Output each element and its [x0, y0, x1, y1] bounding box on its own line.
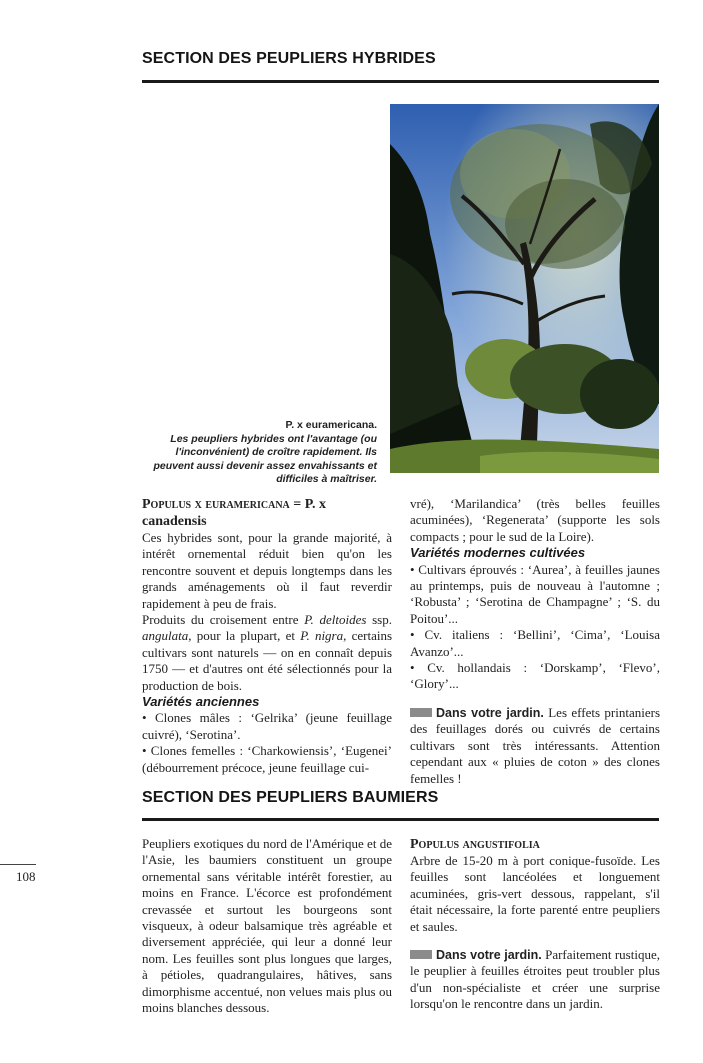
paragraph: Ces hybrides sont, pour la grande majorité, à intérêt ornemental réduit bien qu'on les rencontre souvent et depuis longtemps dans les grands aménagements où il faut reverdir rapidement à peu de frais.: [142, 530, 392, 611]
garden-text: Les effets printaniers des feuillages dorés ou cuivrés de certains cultivars sont très intéressants. Attention cependant aux « pluies de coton » des clones femelles !: [410, 704, 661, 786]
paragraph-baumiers: Peupliers exotiques du nord de l'Amérique et de l'Asie, les baumiers constituent un groupe ornemental sans véritable intérêt forestier, au moins en France. L'écorce est profondément crevassée et surtout les bourgeons sont visqueux, à odeur balsamique très agréable et diversement appréciée, qui leur a donné leur nom. Les feuilles sont plus longues que larges, à pétioles, quadrangulaires, hâtives, sans dimorphisme accentué, non velues mais plus ou moins blanches dessous.: [142, 836, 392, 1016]
list-item: • Cv. hollandais : ‘Dorskamp’, ‘Flevo’, ‘Glory’...: [410, 660, 660, 692]
text-run: , pour la plupart, et: [188, 628, 301, 644]
species-name: Populus x euramericana: [142, 497, 290, 512]
list-item: • Clones mâles : ‘Gelrika’ (jeune feuillage cuivré), ‘Serotina’.: [142, 710, 392, 742]
caption-text: Les peupliers hybrides ont l'avantage (ou l'inconvénient) de croître rapidement. Ils peuvent aussi devenir assez envahissants et difficiles à maîtriser.: [153, 432, 377, 485]
garden-note: [410, 947, 660, 1013]
column-angustifolia: [410, 836, 660, 1013]
garden-lead: Dans votre jardin.: [436, 948, 542, 963]
paragraph-origin: [142, 612, 392, 694]
list-item-continued: vré), ‘Marilandica’ (très belles feuilles acuminées), ‘Regenerata’ (supporte les sols compacts ; pour le sud de la Loire).: [410, 496, 660, 544]
text-run: ssp.: [366, 612, 392, 628]
garden-marker-icon: [410, 708, 432, 717]
list-item: • Clones femelles : ‘Charkowiensis’, ‘Eugenei’ (débourrement précoce, jeune feuillage cui-: [142, 743, 392, 775]
species-synonym-prefix: = P. x: [289, 497, 327, 512]
species-ref: angulata: [142, 628, 189, 644]
species-title-angustifolia: Populus angustifolia: [410, 837, 540, 852]
paragraph-angustifolia: Arbre de 15-20 m à port conique-fusoïde. Les feuilles sont lancéolées et longuement acuminées, gris-vert dessous, rappelant, s'il était nécessaire, la forte parenté entre peupliers et saules.: [410, 853, 660, 934]
subhead-modern-varieties: Variétés modernes cultivées: [410, 545, 586, 561]
tree-photo-icon: [390, 104, 659, 473]
column-euramericana-left: [142, 496, 392, 793]
list-item: • Cv. italiens : ‘Bellini’, ‘Cima’, ‘Louisa Avanzo’...: [410, 627, 660, 659]
text-run: Produits du croisement entre: [142, 612, 305, 628]
caption-species: P. x euramericana.: [285, 419, 377, 431]
garden-marker-icon: [410, 950, 432, 959]
section-rule: [142, 80, 659, 83]
garden-lead: Dans votre jardin.: [436, 705, 544, 720]
subhead-old-varieties: Variétés anciennes: [142, 694, 260, 710]
folio-rule: [0, 864, 36, 865]
photo-caption: [148, 419, 377, 487]
section-title-hybrides: SECTION DES PEUPLIERS HYBRIDES: [142, 50, 436, 67]
text-run: , certains cultivars sont naturels — on en connaît depuis 1750 — et d'autres ont été sélectionnés pour la production de bois.: [142, 628, 393, 693]
column-euramericana-right: [410, 496, 660, 787]
garden-note: [410, 705, 660, 787]
garden-text: Parfaitement rustique, le peuplier à feuilles étroites peut troubler plus d'un non-spécialiste et créer une surprise lorsqu'on le rencontre dans un jardin.: [410, 947, 660, 1012]
species-ref: P. nigra: [300, 628, 344, 644]
list-item: • Cultivars éprouvés : ‘Aurea’, à feuilles jaunes au printemps, puis de nouveau à l'automne ; ‘Robusta’ ; ‘Serotina de Champagne’ ; ‘S. du Poitou’...: [410, 561, 660, 626]
column-baumiers-left: [142, 836, 392, 1016]
species-synonym: canadensis: [142, 514, 207, 529]
species-ref: P. deltoides: [304, 612, 367, 628]
page-number: 108: [16, 869, 36, 884]
section-rule: [142, 818, 659, 821]
species-title-euramericana: [142, 496, 392, 530]
section-title-baumiers: SECTION DES PEUPLIERS BAUMIERS: [142, 789, 439, 806]
poplar-photo: [390, 104, 659, 473]
